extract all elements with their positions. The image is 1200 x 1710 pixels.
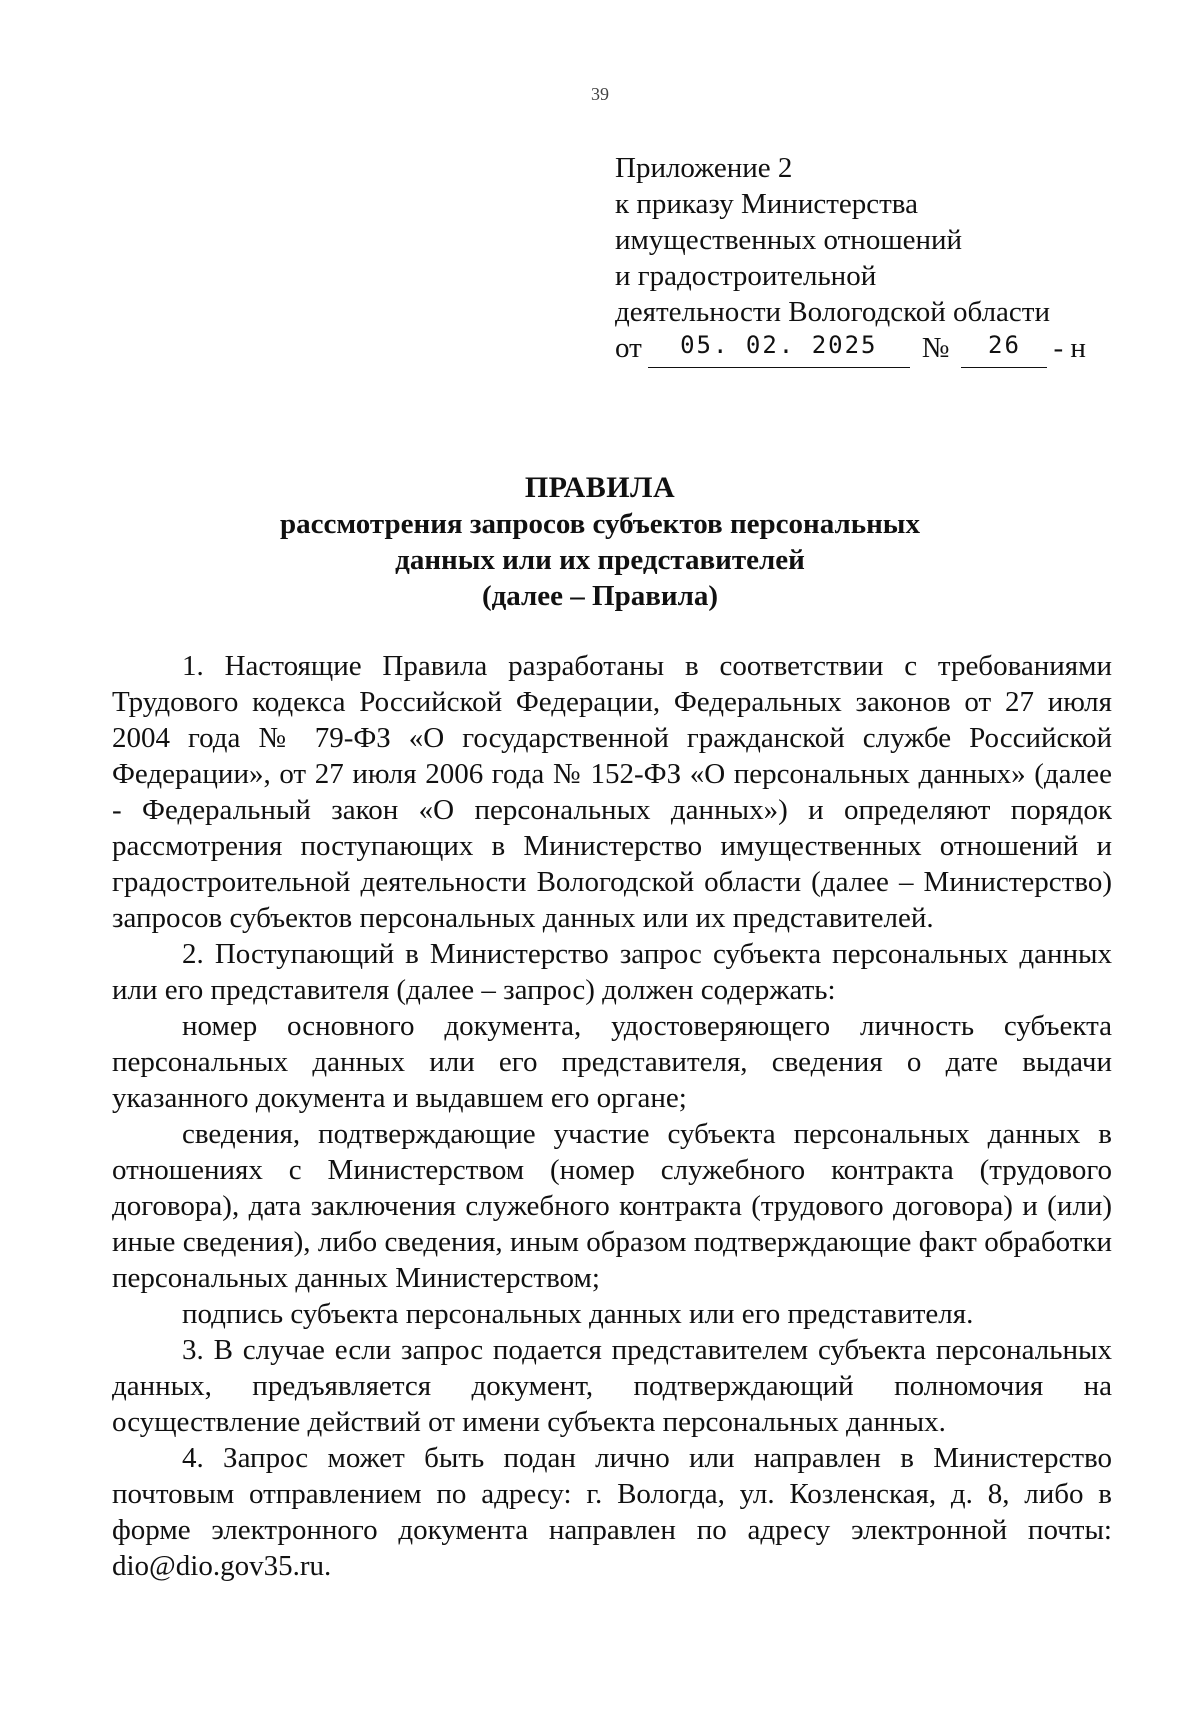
order-date: 05. 02. 2025 xyxy=(680,331,878,359)
title-line: данных или их представителей xyxy=(395,544,805,576)
paragraph-2-item-3: подпись субъекта персональных данных или его представителя. xyxy=(182,1298,974,1330)
paragraph-1: 1. Настоящие Правила разработаны в соответствии с требованиями Трудового кодекса Российской Федерации, Федеральных законов от 27 июля 2004 года № 79-ФЗ «О государственной гражданской службе Российской Федерации», от 27 июля 2006 года № 152-ФЗ «О персональных данных» (далее - Федеральный закон «О персональных данных») и определяют порядок рассмотрения поступающих в Министерство имущественных отношений и градостроительной деятельности Вологодской области (далее – Министерство) запросов субъектов персональных данных или их представителей. xyxy=(112,650,1112,934)
appendix-line: и градостроительной xyxy=(615,260,877,292)
title-line: рассмотрения запросов субъектов персональных xyxy=(280,508,920,540)
number-label: № xyxy=(921,332,950,364)
appendix-header xyxy=(615,150,1085,366)
paragraph-2-item-1: номер основного документа, удостоверяющего личность субъекта персональных данных или его представителя, сведения о дате выдачи указанного документа и выдавшем его органе; xyxy=(112,1010,1112,1114)
appendix-line: Приложение 2 xyxy=(615,152,793,184)
appendix-line: к приказу Министерства xyxy=(615,188,918,220)
appendix-line: деятельности Вологодской области xyxy=(615,296,1050,328)
number-suffix: - н xyxy=(1053,332,1086,364)
page-number: 39 xyxy=(591,84,609,104)
paragraph-4: 4. Запрос может быть подан лично или направлен в Министерство почтовым отправлением по адресу: г. Вологда, ул. Козленская, д. 8, либо в форме электронного документа направлен по адресу электронной почты: dio@dio.gov35.ru. xyxy=(112,1442,1112,1582)
appendix-line: имущественных отношений xyxy=(615,224,963,256)
paragraph-2: 2. Поступающий в Министерство запрос субъекта персональных данных или его представителя (далее – запрос) должен содержать: xyxy=(112,938,1112,1006)
paragraph-2-item-2: сведения, подтверждающие участие субъекта персональных данных в отношениях с Министерством (номер служебного контракта (трудового договора), дата заключения служебного контракта (трудового договора) и (или) иные сведения), либо сведения, иным образом подтверждающие факт обработки персональных данных Министерством; xyxy=(112,1118,1112,1294)
paragraph-3: 3. В случае если запрос подается представителем субъекта персональных данных, предъявляется документ, подтверждающий полномочия на осуществление действий от имени субъекта персональных данных. xyxy=(112,1334,1112,1438)
order-date-number-line xyxy=(615,330,1085,366)
title-line: (далее – Правила) xyxy=(481,580,719,612)
date-field xyxy=(648,330,910,368)
number-field xyxy=(961,330,1047,368)
document-title xyxy=(0,470,1200,614)
from-label: от xyxy=(615,332,642,364)
order-number: 26 xyxy=(988,331,1021,359)
document-body xyxy=(112,648,1112,1584)
title-main: ПРАВИЛА xyxy=(524,471,676,504)
